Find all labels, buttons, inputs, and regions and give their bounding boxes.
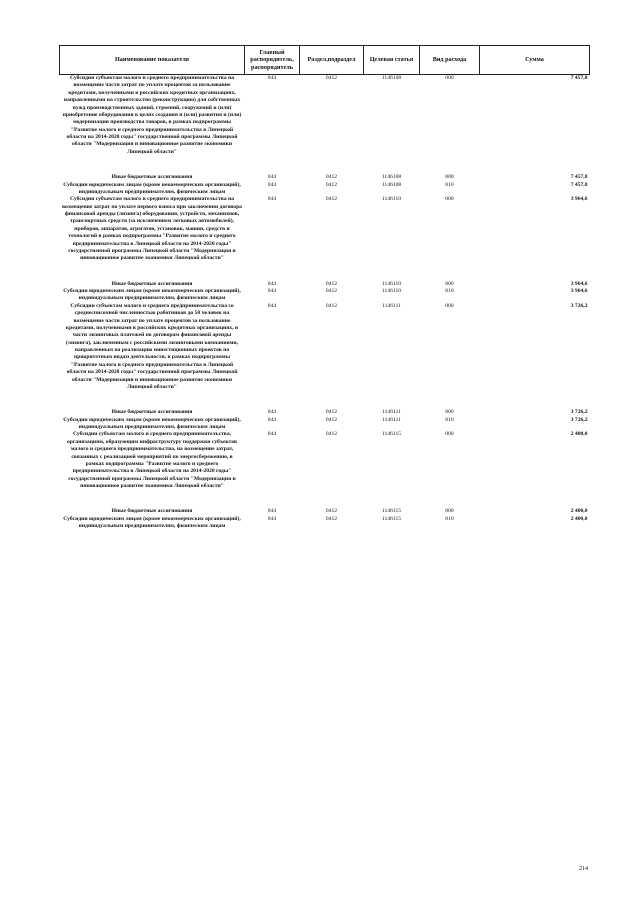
spacer-cell (60, 391, 590, 409)
header-section: Раздел,подраздел (300, 46, 364, 75)
header-row (60, 46, 590, 75)
row-article: 1146115 (381, 431, 402, 438)
row-admin: 044 (267, 75, 277, 81)
row-article: 1146111 (382, 302, 401, 309)
row-section: 0412 (325, 416, 338, 423)
row-section: 0412 (325, 280, 338, 287)
row-admin: 044 (267, 302, 277, 309)
row-admin: 044 (267, 280, 277, 287)
row-expense: 000 (445, 196, 454, 203)
row-name: Субсидии субъектам малого и среднего предпринимательства, организациям, образующим инфраструктуру поддержки субъектов малого и среднего предпринимательства, на возмещение затрат, связанных с реализацией мероприятий по энергосбережению, в рамках подпрограммы "Развитие малого и среднего предпринимательства в Липецкой области на 2014-2020 годы" государственной программы Липецкой области "Модернизация и инновационное развитие экономики Липецкой области" (66, 431, 238, 489)
page-number: 214 (579, 866, 588, 872)
table-row (60, 196, 590, 262)
header-sum: Сумма (480, 46, 590, 75)
row-admin: 044 (267, 431, 277, 438)
row-expense: 000 (445, 302, 454, 309)
row-name: Субсидии субъектам малого и среднего предпринимательства на возмещение части затрат по уплате процентов за пользование кредитами, полученными в российских кредитных организациях, направленными на строительство (реконструкцию) для собственных нужд производственных зданий, строений, сооружений и (или) приобретение оборудования в целях создания и (или) развития и (или) модернизации производства товаров, в рамках подпрограммы "Развитие малого и среднего предпринимательства в Липецкой области на 2014-2020 годы" государственной программы Липецкой области "Модернизация и инновационное развитие экономики Липецкой области" (62, 75, 242, 155)
row-article: 1146110 (381, 196, 402, 203)
row-admin: 044 (267, 174, 277, 181)
row-expense: 800 (445, 174, 454, 181)
row-name: Иные бюджетные ассигнования (111, 409, 193, 416)
header-admin: Главный распорядитель, распорядитель (245, 46, 300, 75)
table-row (60, 288, 590, 303)
row-admin: 044 (267, 515, 277, 522)
row-article: 1146111 (382, 416, 401, 423)
row-expense: 810 (445, 288, 454, 294)
row-admin: 044 (267, 508, 277, 515)
row-sum: 3 964,6 (570, 280, 588, 287)
row-article: 1146108 (381, 181, 402, 188)
table-header (60, 46, 590, 75)
table-row (60, 417, 590, 432)
header-name: Наименование показателя (60, 46, 245, 75)
header-expense: Вид расхода (420, 46, 480, 75)
row-admin: 044 (267, 409, 277, 416)
row-sum: 3 726,2 (570, 409, 588, 416)
row-admin: 044 (267, 416, 277, 423)
row-name: Субсидии субъектам малого и среднего предпринимательства на возмещение затрат по уплате первого взноса при заключении договора финансовой аренды (лизинга) оборудования, устройств, механизмов, транспортных средств (за исключением легковых автомобилей), приборов, аппаратов, агрегатов, установок, машин, средств и технологий в рамках подпрограммы "Развитие малого и среднего предпринимательства в Липецкой области на 2014-2020 годы" государственной программы Липецкой области "Модернизация и инновационное развитие экономики Липецкой области" (62, 196, 242, 262)
budget-table (59, 45, 590, 531)
row-admin: 044 (267, 196, 277, 203)
row-section: 0412 (325, 181, 338, 188)
row-admin: 044 (267, 181, 277, 188)
row-article: 1146110 (381, 288, 402, 294)
row-section: 0412 (325, 515, 338, 522)
row-article: 1146110 (381, 280, 402, 287)
row-admin: 044 (267, 288, 277, 294)
row-sum: 3 726,2 (570, 302, 588, 309)
table-body (60, 75, 590, 531)
row-section: 0412 (325, 288, 338, 294)
spacer-cell (60, 156, 590, 174)
spacer-cell (60, 490, 590, 508)
row-article: 1146108 (381, 174, 402, 181)
row-sum: 2 400,0 (570, 508, 588, 515)
row-expense: 800 (445, 280, 454, 287)
table-row (60, 508, 590, 515)
header-article: Целевая статья (364, 46, 420, 75)
row-sum: 3 726,2 (570, 416, 588, 423)
row-section: 0412 (325, 409, 338, 416)
table-row (60, 303, 590, 392)
table-row (60, 174, 590, 181)
row-sum: 3 964,6 (570, 196, 588, 203)
row-sum: 7 457,8 (570, 174, 588, 181)
row-name: Иные бюджетные ассигнования (111, 174, 193, 181)
row-section: 0412 (325, 302, 338, 309)
row-sum: 2 400,0 (570, 515, 588, 522)
row-sum: 7 457,8 (570, 181, 588, 188)
row-section: 0412 (325, 508, 338, 515)
row-article: 1146111 (382, 409, 401, 416)
row-section: 0412 (325, 75, 338, 81)
table-row (60, 409, 590, 416)
row-sum: 3 964,6 (570, 288, 588, 294)
row-expense: 810 (445, 416, 454, 423)
table-row (60, 431, 590, 490)
row-article: 1146115 (381, 515, 402, 522)
row-section: 0412 (325, 174, 338, 181)
row-section: 0412 (325, 431, 338, 438)
row-spacer (60, 156, 590, 174)
row-name: Субсидии субъектам малого и среднего предпринимательства со среднесписочной численностью работников до 50 человек на возмещение части затрат по уплате процентов за пользование кредитами, полученными в российских кредитных организациях, и части лизинговых платежей по договорам финансовой аренды (лизинга), заключенным с российскими лизинговыми компаниями, направленным на реализацию инвестиционных проектов по приоритетным видам деятельности, в рамках подпрограммы "Развитие малого и среднего предпринимательства в Липецкой области на 2014-2020 годы" государственной программы Липецкой области "Модернизация и инновационное развитие экономики Липецкой области" (65, 302, 239, 390)
row-expense: 800 (445, 508, 454, 515)
row-name: Иные бюджетные ассигнования (111, 280, 193, 287)
row-name: Субсидии юридическим лицам (кроме некоммерческих организаций), индивидуальным предпринимателям, физическим лицам (63, 416, 241, 430)
table-row (60, 182, 590, 197)
row-article: 1146115 (381, 508, 402, 515)
row-article: 1146108 (381, 75, 402, 81)
row-name: Субсидии юридическим лицам (кроме некоммерческих организаций), индивидуальным предпринимателям, физическим лицам (63, 288, 241, 302)
row-expense: 800 (445, 409, 454, 416)
row-sum: 7 457,8 (570, 75, 588, 81)
row-spacer (60, 490, 590, 508)
row-name: Субсидии юридическим лицам (кроме некоммерческих организаций), индивидуальным предпринимателям, физическим лицам (63, 181, 241, 195)
row-expense: 810 (445, 515, 454, 522)
row-name: Субсидии юридическим лицам (кроме некоммерческих организаций), индивидуальным предпринимателям, физическим лицам (63, 515, 241, 530)
row-expense: 000 (445, 431, 454, 438)
table-row (60, 281, 590, 288)
row-name: Иные бюджетные ассигнования (111, 508, 193, 515)
row-expense: 810 (445, 181, 454, 188)
row-section: 0412 (325, 196, 338, 203)
row-spacer (60, 391, 590, 409)
row-sum: 2 400,0 (570, 431, 588, 438)
spacer-cell (60, 263, 590, 281)
row-spacer (60, 263, 590, 281)
table-row (60, 75, 590, 157)
table-row (60, 516, 590, 531)
row-expense: 000 (445, 75, 454, 81)
